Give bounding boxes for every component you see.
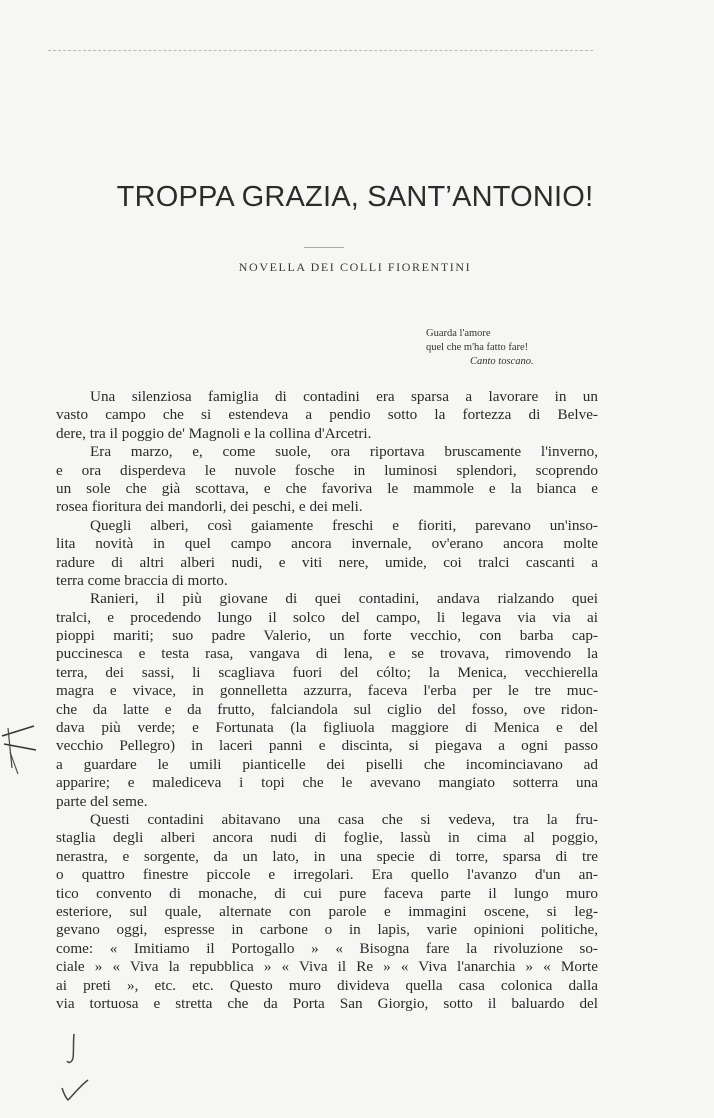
text-line: esteriore, sul quale, alternate con parole e immagini oscene, si leg- — [56, 902, 598, 920]
story-title: TROPPA GRAZIA, SANT’ANTONIO! — [116, 181, 594, 213]
text-line: a guardare le umili pianticelle dei piselli che incominciavano ad — [56, 755, 598, 773]
text-line: Era marzo, e, come suole, ora riportava bruscamente l'inverno, — [90, 443, 598, 461]
text-line: pioppi mariti; suo padre Valerio, un forte vecchio, con barba cap- — [56, 627, 598, 645]
story-subtitle: NOVELLA DEI COLLI FIORENTINI — [238, 260, 472, 274]
text-line: Una silenziosa famiglia di contadini era sparsa a lavorare in un — [90, 388, 598, 405]
text-line: dere, tra il poggio de' Magnoli e la collina d'Arcetri. — [56, 424, 372, 442]
text-line: tralci, e procedendo lungo il solco del campo, li legava via via ai — [56, 608, 598, 626]
text-line: apparire; e malediceva i topi che le avevano mangiato sotterra una — [56, 774, 598, 792]
text-line: ai preti », etc. etc. Questo muro divideva quella casa colonica dalla — [56, 976, 598, 994]
epigraph — [426, 327, 616, 369]
text-line: e ora disperdeva le nuvole fosche in luminosi splendori, scoprendo — [56, 461, 598, 479]
title-divider — [304, 247, 344, 248]
text-line: tico convento di monache, di cui pure faceva parte il lungo muro — [56, 884, 598, 902]
epigraph-line: Guarda l'amore — [426, 328, 491, 339]
text-line: o quattro finestre piccole e irregolari. Era quello l'avanzo d'un an- — [56, 866, 598, 884]
text-line: un sole che già scottava, e che favoriva le mammole e la bianca e — [56, 479, 598, 497]
text-line: che da latte e da frutto, falciandola sul ciglio del fosso, ove ridon- — [56, 700, 598, 718]
text-line: radure di altri alberi nudi, e viti nere, umide, coi tralci cascanti a — [56, 553, 598, 571]
text-line: lita novità in quel campo ancora invernale, ov'erano ancora molte — [56, 535, 598, 553]
text-line: terra come braccia di morto. — [56, 571, 228, 589]
text-line: dava più verde; e Fortunata (la figliuola maggiore di Menica e del — [56, 719, 598, 737]
epigraph-line: quel che m'ha fatto fare! — [426, 342, 529, 353]
margin-annotation-mark — [0, 718, 40, 778]
text-line: vecchio Pellegro) in laceri panni e discinta, si piegava a ogni passo — [56, 737, 598, 755]
text-line: Ranieri, il più giovane di quei contadini, andava rialzando quei — [90, 590, 598, 608]
pencil-check-mark — [58, 1028, 98, 1108]
text-line: come: « Imitiamo il Portogallo » « Bisogna fare la rivoluzione so- — [56, 939, 598, 957]
text-line: vasto campo che si estendeva a pendio sotto la fortezza di Belve- — [56, 406, 598, 424]
text-line: Questi contadini abitavano una casa che si vedeva, tra la fru- — [90, 810, 598, 828]
text-line: Quegli alberi, così gaiamente freschi e fioriti, parevano un'inso- — [90, 516, 598, 534]
text-line: puccinesca e testa rasa, vangava di lena, e se trovava, rimovendo la — [56, 645, 598, 663]
text-line: magra e vivace, in gonnelletta azzurra, faceva l'erba per le tre muc- — [56, 682, 598, 700]
text-line: ciale » « Viva la repubblica » « Viva il Re » « Viva l'anarchia » « Morte — [56, 958, 598, 976]
text-line: via tortuosa e stretta che da Porta San Giorgio, sotto il baluardo del — [56, 994, 598, 1012]
text-line: nerastra, e sorgente, da un lato, in una specie di torre, sparsa di tre — [56, 847, 598, 865]
text-line: parte del seme. — [56, 792, 148, 810]
text-line: staglia degli alberi ancora nudi di foglie, lassù in cima al poggio, — [56, 829, 598, 847]
story-body — [56, 388, 598, 1013]
top-rule — [48, 50, 593, 51]
epigraph-source: Canto toscano. — [470, 356, 534, 367]
text-line: rosea fioritura dei mandorli, dei peschi, e dei meli. — [56, 498, 363, 516]
text-line: terra, dei sassi, li scagliava fuori del cólto; la Menica, vecchierella — [56, 663, 598, 681]
text-line: gevano oggi, espresse in carbone o in lapis, varie opinioni politiche, — [56, 921, 598, 939]
